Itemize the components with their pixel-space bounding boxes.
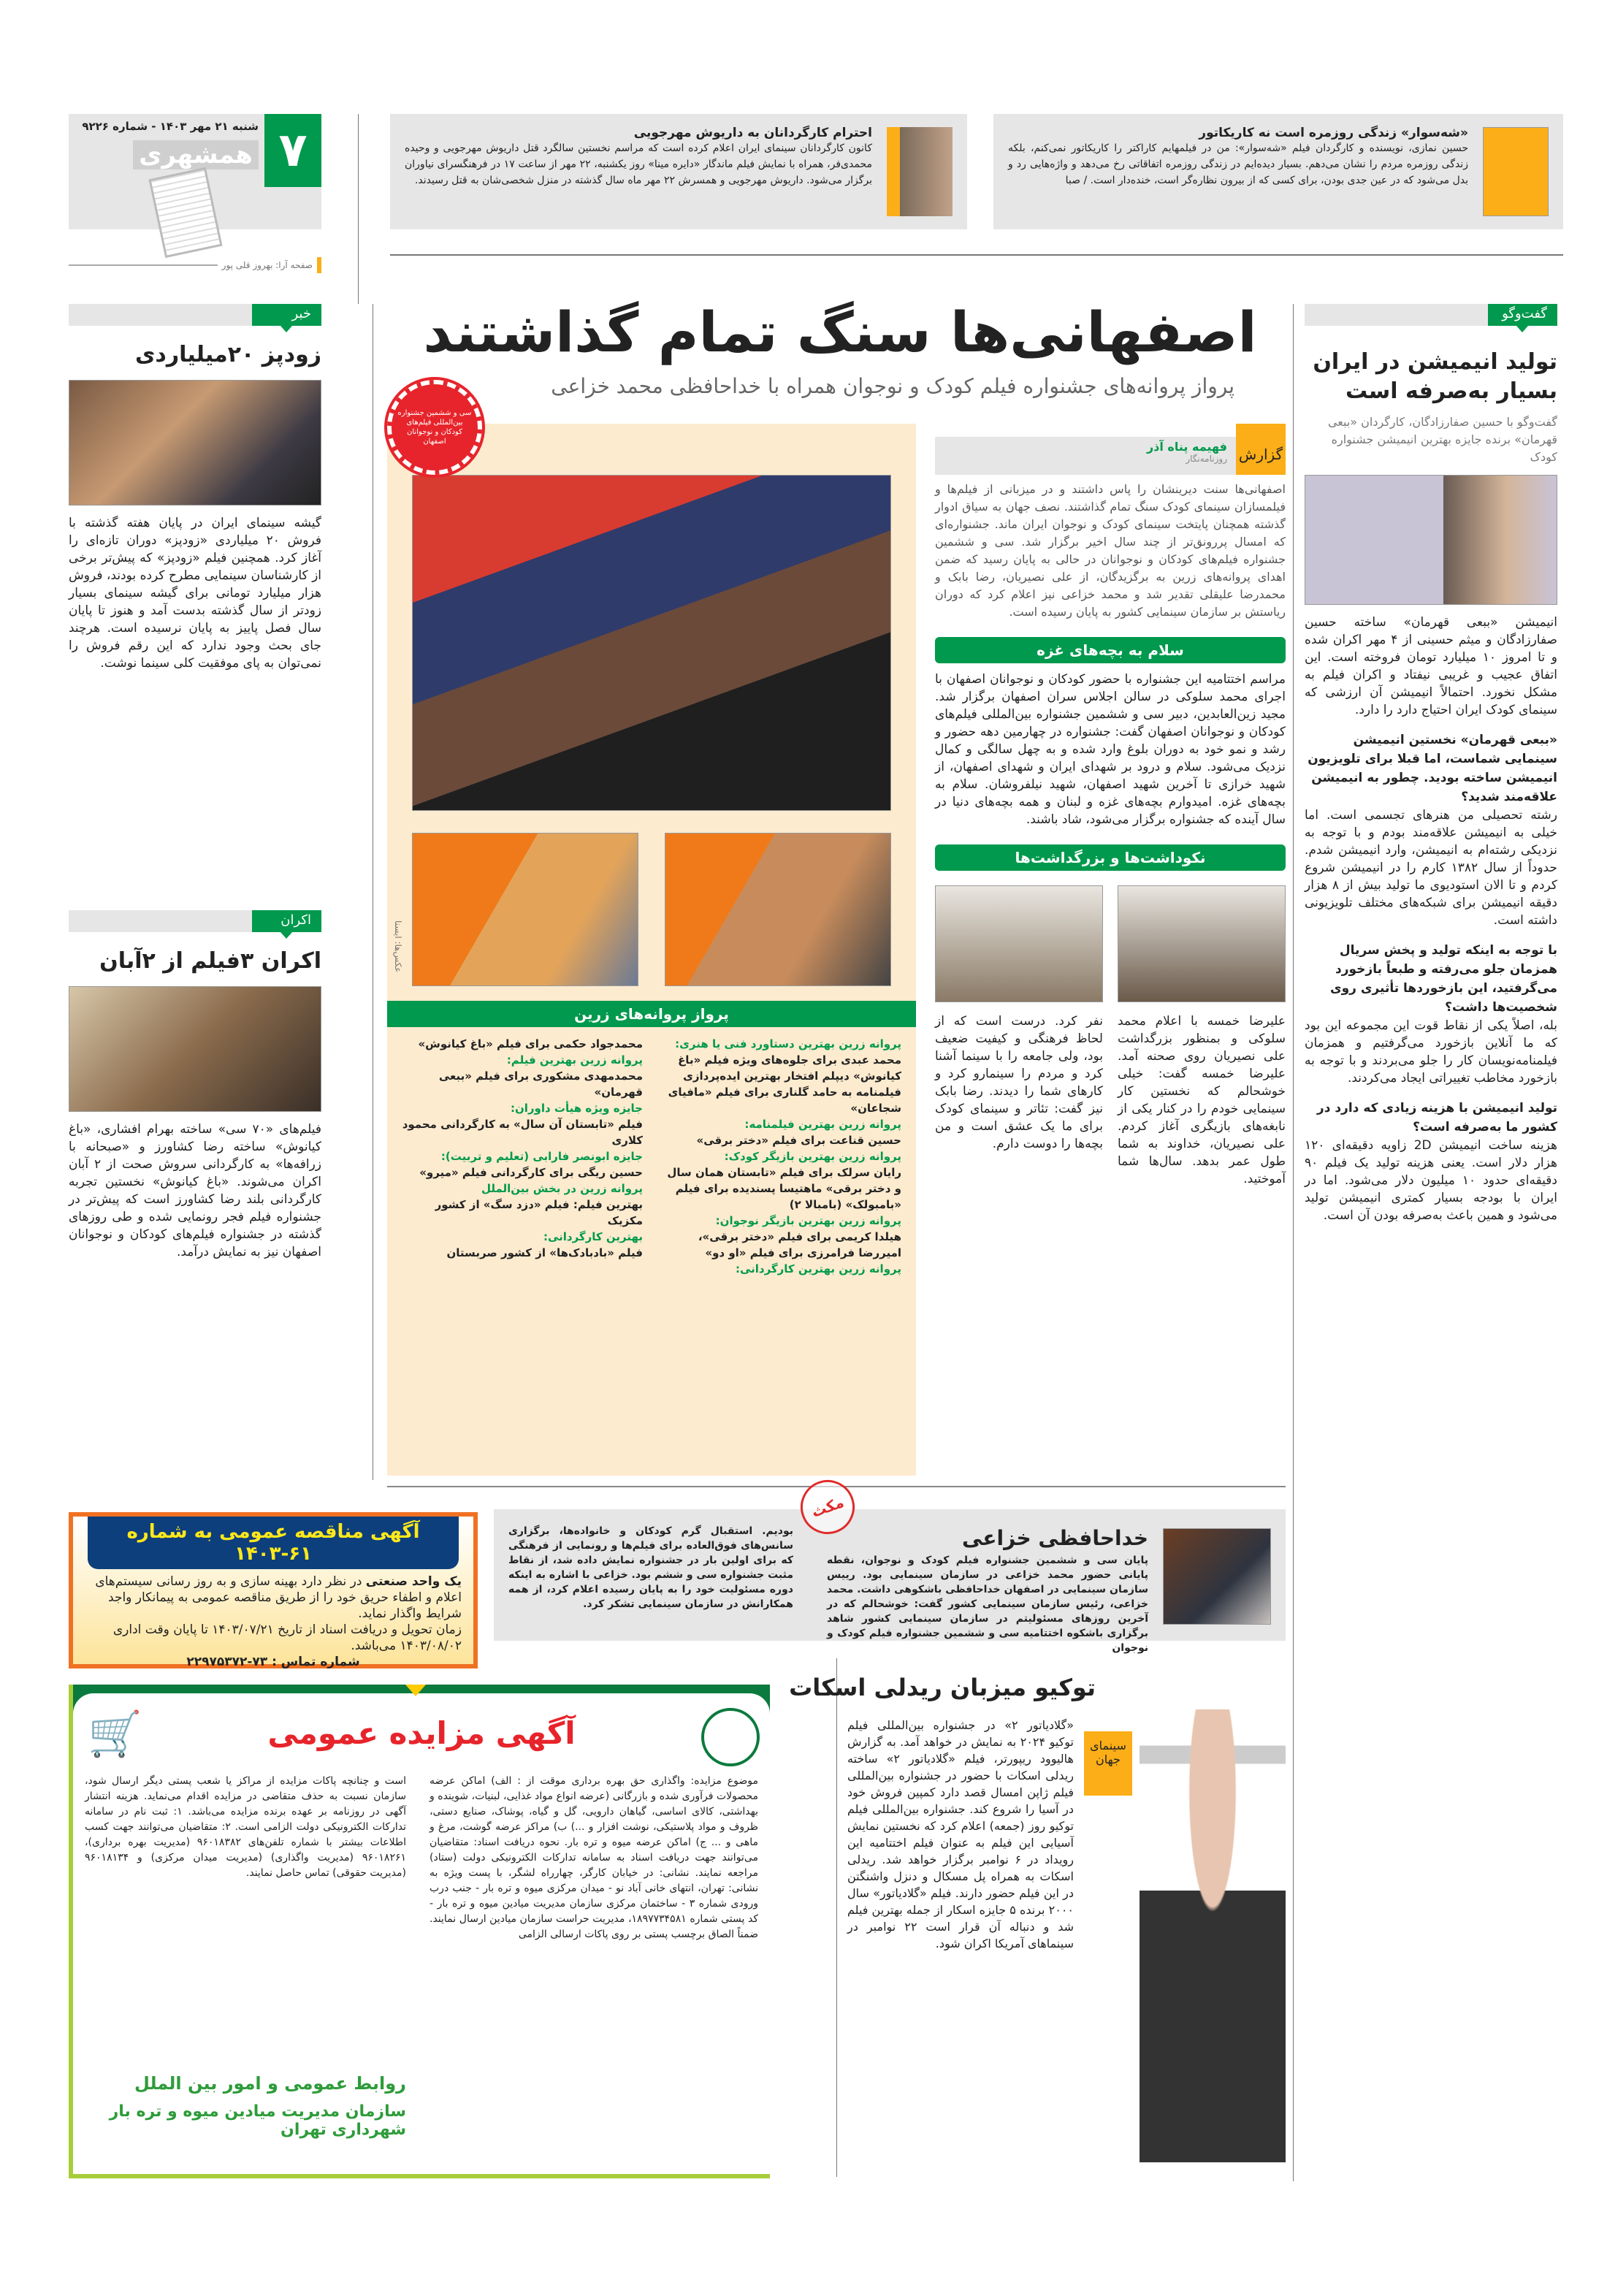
award-item: پروانه زرین بهترین بازیگر نوجوان: هیلدا کریمی برای فیلم «دختر برقی»، امیررضا فرامرزی برای فیلم «او دو» xyxy=(698,1214,901,1259)
news-body: گیشه سینمای ایران در پایان هفته گذشته با فروش ۲۰ میلیاردی «زودپز» دوران تازه‌ای را آغاز کرد. همچنین فیلم «زودپز» که پیش‌تر برخی از کارشناسان سینمایی مطرح کرده بودند، فروش هزار میلیارد تومانی برای گیشه سینمای بسیار زودتر از سال گذشته بدست آمد و هنوز تا پایان سال فصل پاییز به پایان نرسیده است. هرچند جای بحث وجود ندارد که این رقم فروش را نمی‌توان به پای موفقیت کلی سینما نوشت. xyxy=(69,516,321,671)
award-item: پروانه زرین بهترین فیلمنامه: حسین قناعت برای فیلم «دختر برقی» xyxy=(696,1118,901,1147)
auction-title: آگهی مزایده عمومی xyxy=(267,1715,576,1751)
main-feature-box xyxy=(387,424,916,1476)
award-item: جایزه ویژه هیأت داوران: فیلم «تابستان آن سال» به کارگردانی محمود کلاری xyxy=(402,1102,643,1147)
khazaei-photo xyxy=(1163,1528,1271,1625)
honors-text: نفر کرد. درست است که از لحاظ فرهنگی و کیفیت ضعیف بود، ولی جامعه را با سینما آشنا کرد و مردم را سینمارو کرد و کارهای شما را دیدند. رضا بابک نیز گفت: تئاتر و سینمای کودک برای ما یک عشق است و من بچه‌ها را دوست دارم. xyxy=(935,1014,1103,1151)
page-editor: صفحه آرا: بهروز قلی پور xyxy=(69,257,321,273)
report-lead: اصفهانی‌ها سنت دیرینشان را پاس داشتند و در میزبانی از فیلم‌ها و فیلمسازان سینمای کودک سنگ تمام گذاشتند. نصف جهان به سیاق ادوار گذشته همچنان پایتخت سینمای کودک و نوجوان ایران ماند. جشنواره‌ای که امسال پررونق‌تر از چند سال اخیر برگزار شد. سی و ششمین جشنواره فیلم‌های کودکان و نوجوانان در حالی به پایان رسید که ضمن اهدای پروانه‌های زرین به برگزیدگان، از علی نصیریان، رضا بابک و محمدرضا علیقلی تقدیر شد و محمد خزاعی نیز اعلام کرد که دوران ریاستش بر سازمان سینمایی کشور به پایان رسیده است. xyxy=(935,482,1286,619)
khazaei-body: پایان سی و ششمین جشنواره فیلم کودک و نوجوان، نقطه پایانی حضور محمد خزاعی در سازمان سینمایی بود. رییس سازمان سینمایی در اصفهان خداحافظی باشکوهی داشت. محمد خزاعی، رئیس سازمان سینمایی کشور گفت: خوشحالم که در آخرین روزهای مسئولیتم در سازمان سینمایی کشور شاهد برگزاری باشکوه اختتامیه سی و ششمین جشنواره فیلم کودک و نوجوان xyxy=(827,1555,1148,1654)
auction-ad[interactable] xyxy=(69,1685,770,2178)
interviewee-photo xyxy=(1305,475,1557,605)
award-item: پروانه زرین بهترین فیلم: محمدمهدی مشکوری برای فیلم «ببعی قهرمان» xyxy=(438,1053,643,1099)
gaza-subhead: سلام به بچه‌های غزه xyxy=(935,637,1286,663)
shopping-cart-icon: 🛒 xyxy=(88,1709,142,1760)
screening-body: فیلم‌های «۷۰ سی» ساخته بهرام افشاری، «باغ کیانوش» ساخته رضا کشاورز و «صبحانه با زرافه‌ها» به کارگردانی سروش صحت از ۲ آبان اکران می‌شوند. «باغ کیانوش» نخستین تجربه کارگردانی بلند رضا کشاورز است که پیش‌تر در جشنواره فیلم فجر رونمایی شده و طی روزهای گذشته در جشنواره فیلم‌های کودکان و نوجوانان اصفهان نیز به نمایش درآمد. xyxy=(69,1122,322,1259)
divider xyxy=(390,254,1563,256)
report-column xyxy=(935,424,1286,1188)
awards-list xyxy=(402,1036,901,1277)
ceremony-photo xyxy=(412,475,891,811)
zoodpaz-photo xyxy=(69,380,321,506)
interview-title: تولید انیمیشن در ایران بسیار به‌صرفه است xyxy=(1313,349,1557,404)
award-item: پروانه زرین بهترین کارگردانی: محمدجواد حکمی برای فیلم «باغ کیانوش» xyxy=(418,1037,901,1275)
film-still-photo xyxy=(69,986,321,1112)
ridley-scott-photo xyxy=(1140,1709,1286,2162)
question: تولید انیمیشن با هزینه زیادی که دارد در کشور ما به‌صرفه است؟ xyxy=(1316,1101,1557,1134)
question: «ببعی قهرمان» نخستین انیمیشن سینمایی شماست، اما قبلا برای تلویزیون انیمیشن ساخته بودید. چطور به انیمیشن علاقه‌مند شدید؟ xyxy=(1308,733,1557,804)
tokyo-body: «گلادیاتور ۲» در جشنواره بین‌المللی فیلم توکیو ۲۰۲۴ به نمایش در خواهد آمد. به گزارش هالیوود ریپورتر، فیلم «گلادیاتور ۲» ساخته ریدلی اسکات با حضور در جشنواره بین‌المللی فیلم ژاپن امسال قصد دارد کمپین فروش خود در آسیا را شروع کند. جشنواره بین‌المللی فیلم توکیو روز (جمعه) اعلام کرد که نخستین نمایش آسیایی این فیلم به عنوان فیلم اختتامیه این رویداد در ۶ نوامبر برگزار خواهد شد. ریدلی اسکات به همراه پل مسکال و دنزل واشنگتن در این فیلم حضور دارند. فیلم «گلادیاتور» سال ۲۰۰۰ برنده ۵ جایزه اسکار از جمله بهترین فیلم شد و دنباله آن قرار است ۲۲ نوامبر در سینماهای آمریکا اکران شود. xyxy=(847,1718,1074,1950)
top-news-2[interactable] xyxy=(390,114,967,229)
screening-title: اکران ۳فیلم از ۲آبان xyxy=(99,948,321,974)
tender-title: آگهی مناقصه عمومی به شماره ۶۱-۱۴۰۳ xyxy=(88,1517,459,1569)
babak-photo xyxy=(1118,885,1286,1002)
tender-ad[interactable]: آگهی مناقصه عمومی به شماره ۶۱-۱۴۰۳ یک واحد صنعتی در نظر دارد بهینه سازی و به روز رسانی سیستم‌های اعلام و اطفاء حریق خود را از طریق مناقصه عمومی به پیمانکار واجد شرایط واگذار نماید. زمان تحویل و دریافت اسناد از تاریخ ۱۴۰۳/۰۷/۲۱ تا پایان وقت اداری ۱۴۰۳/۰۸/۰۲ می‌باشد. شماره تماس : ۷۳-۲۲۹۷۵۳۷۲ xyxy=(69,1512,478,1668)
honors-text: علیرضا خمسه با اعلام محمد سلوکی و بمنظور بزرگداشت علی نصیریان روی صحنه آمد. علیرضا خمسه گفت: خیلی خوشحالم که نخستین کار سینمایی خودم را در کنار یکی از نابغه‌های بازیگری آغاز کردم. علی نصیریان، خداوند به شما طول عمر بدهد. سال‌ها شما آموختید. xyxy=(1118,1014,1286,1186)
khazaei-title: خداحافظی خزاعی xyxy=(962,1526,1148,1550)
nasirian-photo xyxy=(935,885,1103,1002)
author-photo xyxy=(1483,127,1549,216)
answer: هزینه ساخت انیمیشن 2D زاویه دقیقه‌ای ۱۲۰ هزار دلار است. یعنی هزینه تولید یک فیلم ۹۰ دقیقه‌ای حدود ۱۰ میلیون دلار می‌شود. اما در ایران با بودجه بسیار کمتری انیمیشن تولید می‌شود و همین باعث به‌صرفه بودن آن است. xyxy=(1305,1138,1557,1223)
page-number: ۷ xyxy=(278,123,308,178)
world-cinema-tag: سینمای جهان xyxy=(1084,1731,1132,1796)
auction-text-left: است و چنانچه پاکات مزایده از مراکز یا شعب پستی دیگر ارسال شود، سازمان نسبت به حذف متقاضی در مزایده اقدام می‌نماید. هزینه انتشار آگهی در روزنامه بر عهده برنده مزایده می‌باشد. ۱: ثبت نام در سامانه تدارکات الکترونیکی دولت الزامی است. ۲: متقاضیان می‌توانند جهت کسب اطلاعات بیشتر با شماره تلفن‌های ۹۶۰۱۸۳۸۲ (مدیریت بهره برداری)، ۹۶۰۱۸۲۶۱ (مدیریت واگذاری) (مدیریت میدان مرکزی) و ۹۶۰۱۸۱۳۴ (مدیریت حقوقی) تماس حاصل نمایند. xyxy=(85,1775,407,1879)
main-headline: اصفهانی‌ها سنگ تمام گذاشتند xyxy=(423,300,1257,365)
auction-text-right: موضوع مزایده: واگذاری حق بهره برداری موقت از : الف) اماکن عرضه محصولات فرآوری شده و بازرگانی (عرضه انواع مواد غذایی، لبنیات، شوینده و بهداشتی، کالای اساسی، گیاهان دارویی، گل و گیاه، پوشاک، صنایع دستی، ظروف و مواد پلاستیکی، نوشت افزار و ...) ب) مراکز عرضه گوشت، مرغ و ماهی و ... ج) اماکن عرضه میوه و تره بار. نحوه دریافت اسناد: متقاضیان می‌توانند جهت دریافت اسناد به سامانه تدارکات الکترونیکی دولت (ستاد) مراجعه نمایند. نشانی: در خیابان کارگر، چهارراه لشگر، با پست ویژه به نشانی: تهران، انتهای خانی آباد نو - میدان مرکزی میوه و تره بار - جنب درب ورودی شماره ۳ - ساختمان مرکزی سازمان مدیریت میادین میوه و تره بار - کد پستی شماره ۱۸۹۷۷۳۴۵۸۱، مدیریت حراست سازمان میادین ارسال نمایند. ضمناً الصاق برچسب پستی بر روی پاکات ارسالی الزامی xyxy=(430,1775,759,1940)
top-news-body: حسین نمازی، نویسنده و کارگردان فیلم «شه‌سوار»: من در فیلمهایم کاراکتر را کاریکاتور نمی‌کنم، بلکه زندگی روزمره مردم را نشان می‌دهم. بسیار دیده‌ایم در زندگی روزمره اتفاقاتی رخ می‌دهد و واژه‌هایی رد و بدل می‌شود که در عین جدی بودن، برای کسی که از بیرون نظاره‌گر است، خنده‌دار است. / صبا xyxy=(1008,142,1468,186)
gaza-body: مراسم اختتامیه این جشنواره با حضور کودکان و نوجوانان اصفهان با اجرای محمد سلوکی در سالن اجلاس سران اصفهان برگزار شد. مجید زین‌العابدین، دبیر سی و ششمین جشنواره بین‌المللی فیلم‌های کودکان و نوجوانان اصفهان گفت: جشنواره در چهارمین دهه حضور و رشد و نمو خود به دوران بلوغ وارد شده و به چهل سالگی و کمال نزدیک می‌شود. سلام و درود بر شهدای ایران و شهدای اصفهان، از شهید خرازی تا آخرین شهید اصفهان، شهید نیلفروشان. سلام به بچه‌های غزه. امیدوارم بچه‌های غزه و لبنان و همه بچه‌های دنیا در سال آینده که جشنواره برگزار می‌شود، شاد باشند. xyxy=(935,672,1286,827)
tender-phone: شماره تماس : ۷۳-۲۲۹۷۵۳۷۲ xyxy=(186,1655,360,1669)
film-strip-logo-icon xyxy=(148,167,222,258)
award-item: پروانه زرین بهترین بازیگر کودک: رایان سرلک برای فیلم «تابستان همان سال و دختر برقی» ماهتیسا پسندیده برای فیلم «بامبولک» (بامبالا ۲) xyxy=(667,1150,901,1211)
photo-credit: عکس‌ها: ایسنا xyxy=(393,920,403,973)
masthead xyxy=(69,114,321,229)
auction-footer: سازمان مدیریت میادین میوه و تره بار شهرداری تهران xyxy=(109,2102,406,2139)
top-news-1[interactable] xyxy=(993,114,1563,229)
screening-column xyxy=(69,910,321,1261)
interview-subtitle: گفت‌وگو با حسین صفارزادگان، کارگردان «ببعی قهرمان» برنده جایزه بهترین انیمیشن جشنواره کودک xyxy=(1327,415,1557,464)
top-news-body: کانون کارگردانان سینمای ایران اعلام کرده است که مراسم نخستین سالگرد قتل داریوش مهرجویی و وحیده محمدی‌فر، همراه با نمایش فیلم ماندگار «دایره مینا» روز یکشنبه، ۲۲ مهر از ساعت ۱۷ در فرهنگسرای نیاوران برگزار می‌شود. داریوش مهرجویی و همسرش ۲۲ مهر ماه سال گذشته در منزل شخصی‌شان به قتل رسیدند. xyxy=(405,142,872,186)
awards-banner: پرواز پروانه‌های زرین xyxy=(387,1001,916,1027)
main-subtitle: پرواز پروانه‌های جشنواره فیلم کودک و نوجوان همراه با خداحافظی محمد خزاعی xyxy=(551,374,1234,398)
answer: رشته تحصیلی من هنرهای تجسمی است. اما خیلی به انیمیشن علاقه‌مند بودم و با توجه به نزدیکی رشته‌ام به انیمیشن، وارد انیمیشن شدم. حدوداً از سال ۱۳۸۲ کارم را در انیمیشن شروع کردم و تا الان استودیوی ما تولید بیش از ۸ هزار دقیقه انیمیشن برای شبکه‌های مختلف تلویزیونی داشته است. xyxy=(1305,808,1557,928)
interview-column xyxy=(1305,304,1557,1224)
award-item: پروانه زرین بهترین دستاورد فنی یا هنری: محمد عبدی برای جلوه‌های ویژه فیلم «باغ کیانوش» دیپلم افتخار بهترین ایده‌پردازی فیلمنامه به حامد گلناری برای فیلم «مافیای شجاعان» xyxy=(668,1037,901,1115)
auction-footer: روابط عمومی و امور بین الملل xyxy=(134,2073,406,2094)
top-news-title: «شه‌سوار» زندگی روزمره است نه کاریکاتور xyxy=(1199,126,1468,140)
question: با توجه به اینکه تولید و پخش سریال همزمان جلو می‌رفته و طبعاً بازخورد می‌گرفتید، این بازخوردها تأثیری روی شخصیت‌ها داشت؟ xyxy=(1330,943,1557,1015)
mehrjui-photo xyxy=(887,127,953,216)
section-tag: خبر xyxy=(69,304,321,326)
section-tag: اکران xyxy=(69,910,321,932)
logo: همشهری xyxy=(133,140,259,169)
intro-text: انیمیشن «ببعی قهرمان» ساخته حسین صفارزادگان و میثم حسینی از ۴ مهر اکران شده و تا امروز ۱۰ میلیارد تومان فروخته است. این اتفاق عجیب و غریبی نیفتاد و اکران فیلم به مشکل نخورد. احتمالاً انیمیشن آن ارزشی که سینمای کودک ایران احتیاج دارد را دارد. xyxy=(1305,615,1557,717)
award-item: جایزه ابونصر فارابی (تعلیم و تربیت): حسین ریگی برای کارگردانی فیلم «میرو» xyxy=(419,1150,643,1179)
award-photo xyxy=(665,833,891,986)
khazaei-body-cont: بودیم. استقبال گرم کودکان و خانواده‌ها، برگزاری سانس‌های فوق‌العاده برای فیلم‌ها و رونمایی از فرهنگی که برای اولین بار در جشنواره نمایش داده شد، از نقاط مثبت جشنواره سی و ششم بود. خزاعی با اشاره به اینکه دوره مسئولیت خود را به پایان رسیده اعلام کرد، از همه همکارانش در سازمان سینمایی تشکر کرد. xyxy=(508,1525,793,1610)
news-column xyxy=(69,304,321,672)
award-item: پروانه زرین در بخش بین‌الملل بهترین فیلم: فیلم «دزد سگ» از کشور مکزیک xyxy=(435,1182,643,1227)
award-photo xyxy=(412,833,638,986)
top-news-title: احترام کارگردانان به داریوش مهرجویی xyxy=(633,126,872,140)
khazaei-box xyxy=(494,1492,1286,1654)
news-title: زودپز ۲۰میلیاردی xyxy=(134,342,321,367)
page-number-box xyxy=(264,114,321,187)
issue-date: شنبه ۲۱ مهر ۱۴۰۳ - شماره ۹۲۲۶ xyxy=(82,120,259,133)
section-tag: گفت‌وگو xyxy=(1305,304,1557,326)
award-item: بهترین کارگردانی: فیلم «بادبادک‌ها» از کشور صربستان xyxy=(446,1230,643,1259)
byline: گزارش فهیمه پناه آذر روزنامه‌نگار xyxy=(935,424,1286,475)
pause-stamp: مکث xyxy=(793,1473,863,1542)
honors-subhead: نکوداشت‌ها و بزرگداشت‌ها xyxy=(935,844,1286,871)
festival-badge: سی و ششمین جشنواره بین‌المللی فیلم‌های کودکان و نوجوانان اصفهان xyxy=(387,380,482,475)
tokyo-article xyxy=(789,1673,1286,1952)
tokyo-title: توکیو میزبان ریدلی اسکات xyxy=(789,1674,1096,1701)
answer: بله، اصلاً یکی از نقاط قوت این مجموعه این بود که ما آنلاین بازخورد می‌گرفتیم و همزمان فیلمنامه‌نویسان کار را جلو می‌بردند و با توجه به بازخورد مخاطب تغییراتی ایجاد می‌کردند. xyxy=(1305,1018,1557,1086)
triangle-icon xyxy=(405,1685,426,1696)
